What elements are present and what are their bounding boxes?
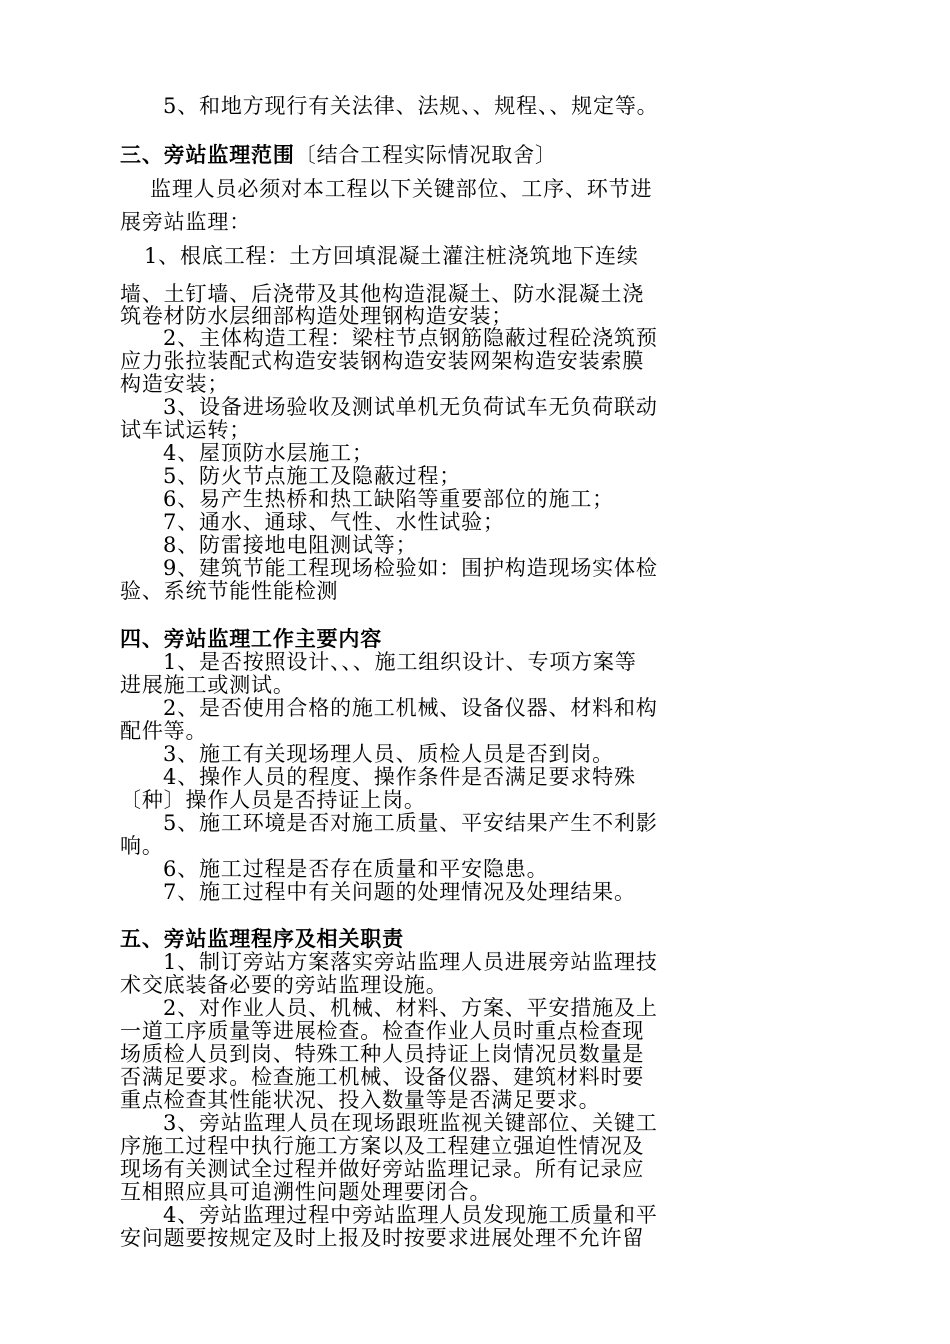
section4-line: 配件等。 bbox=[120, 719, 208, 743]
section5-line: 4、旁站监理过程中旁站监理人员发现施工质量和平 bbox=[163, 1203, 658, 1227]
section5-line: 现场有关测试全过程并做好旁站监理记录。所有记录应 bbox=[120, 1157, 645, 1181]
section4-heading: 四、旁站监理工作主要内容 bbox=[120, 626, 383, 651]
section5-line: 序施工过程中执行施工方案以及工程建立强迫性情况及 bbox=[120, 1134, 645, 1158]
section3-title: 三、旁站监理范围 bbox=[120, 142, 295, 167]
section3-line: 墙、土钉墙、后浇带及其他构造混凝土、防水混凝土浇 bbox=[120, 282, 645, 306]
section3-line: 3、设备进场验收及测试单机无负荷试车无负荷联动 bbox=[163, 395, 658, 419]
section3-line: 验、系统节能性能检测 bbox=[120, 579, 339, 603]
section4-line: 5、施工环境是否对施工质量、平安结果产生不利影 bbox=[163, 811, 658, 835]
section5-line: 场质检人员到岗、特殊工种人员持证上岗情况员数量是 bbox=[120, 1042, 645, 1066]
section3-line: 筑卷材防水层细部构造处理钢构造安装； bbox=[120, 304, 514, 328]
section3-line: 构造安装； bbox=[120, 372, 230, 396]
section4-line: 7、施工过程中有关问题的处理情况及处理结果。 bbox=[163, 880, 636, 904]
section3-line: 2、主体构造工程：梁柱节点钢筋隐蔽过程砼浇筑预 bbox=[163, 326, 658, 350]
section5-line: 安问题要按规定及时上报及时按要求进展处理不允许留 bbox=[120, 1226, 645, 1250]
section5-line: 否满足要求。检查施工机械、设备仪器、建筑材料时要 bbox=[120, 1065, 645, 1089]
section3-line: 5、防火节点施工及隐蔽过程； bbox=[163, 464, 462, 488]
section4-line: 进展施工或测试。 bbox=[120, 673, 295, 697]
section4-line: 4、操作人员的程度、操作条件是否满足要求特殊 bbox=[163, 765, 636, 789]
intro-line: 5、和地方现行有关法律、法规、、规程、、规定等。 bbox=[163, 94, 659, 118]
section5-line: 2、对作业人员、机械、材料、方案、平安措施及上 bbox=[163, 996, 658, 1020]
section4-line: 响。 bbox=[120, 834, 164, 858]
section5-line: 1、制订旁站方案落实旁站监理人员进展旁站监理技 bbox=[163, 950, 658, 974]
section5-line: 3、旁站监理人员在现场跟班监视关键部位、关键工 bbox=[163, 1111, 658, 1135]
section3-line: 6、易产生热桥和热工缺陷等重要部位的施工； bbox=[163, 487, 614, 511]
section3-note: 〔结合工程实际情况取舍〕 bbox=[294, 143, 557, 167]
section4-line: 2、是否使用合格的施工机械、设备仪器、材料和构 bbox=[163, 696, 658, 720]
section4-line: 〔种〕操作人员是否持证上岗。 bbox=[120, 788, 426, 812]
section5-heading: 五、旁站监理程序及相关职责 bbox=[120, 926, 404, 951]
section5-line: 术交底装备必要的旁站监理设施。 bbox=[120, 973, 448, 997]
section3-line: 试车试运转； bbox=[120, 418, 252, 442]
section3-heading bbox=[0, 143, 950, 167]
section5-line: 一道工序质量等进展检查。检查作业人员时重点检查现 bbox=[120, 1019, 645, 1043]
section4-line: 6、施工过程是否存在质量和平安隐患。 bbox=[163, 857, 549, 881]
section3-line: 应力张拉装配式构造安装钢构造安装网架构造安装索膜 bbox=[120, 349, 645, 373]
section3-intro-line: 展旁站监理： bbox=[120, 210, 252, 234]
section3-line: 1、根底工程：土方回填混凝土灌注桩浇筑地下连续 bbox=[144, 244, 639, 268]
section4-line: 3、施工有关现场理人员、质检人员是否到岗。 bbox=[163, 742, 614, 766]
section5-line: 重点检查其性能状况、投入数量等是否满足要求。 bbox=[120, 1088, 601, 1112]
section3-intro-line: 监理人员必须对本工程以下关键部位、工序、环节进 bbox=[150, 177, 653, 201]
section3-line: 8、防雷接地电阻测试等； bbox=[163, 533, 418, 557]
section3-line: 7、通水、通球、气性、水性试验； bbox=[163, 510, 505, 534]
section4-line: 1、是否按照设计、、、施工组织设计、专项方案等 bbox=[163, 650, 637, 674]
section3-line: 9、建筑节能工程现场检验如：围护构造现场实体检 bbox=[163, 556, 658, 580]
section5-line: 互相照应具可追溯性问题处理要闭合。 bbox=[120, 1180, 492, 1204]
section3-line: 4、屋顶防水层施工； bbox=[163, 441, 374, 465]
